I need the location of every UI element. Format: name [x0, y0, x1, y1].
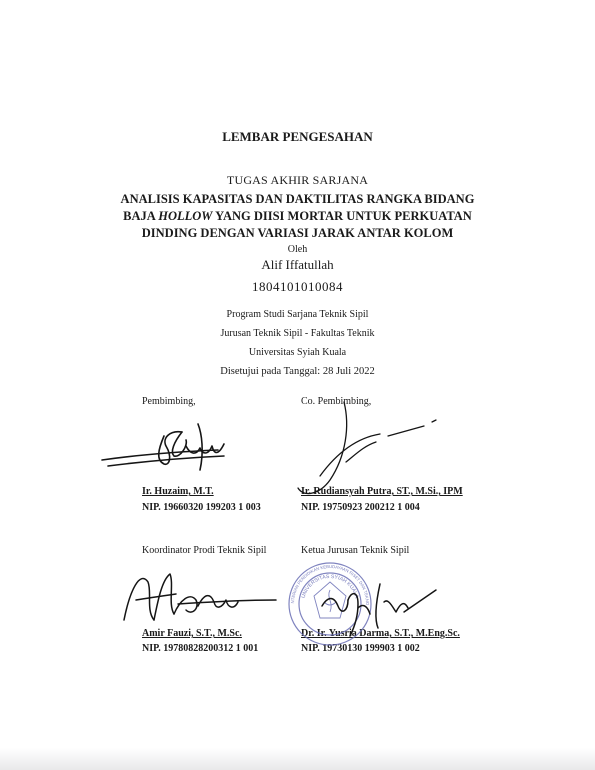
co-advisor-nip: NIP. 19750923 200212 1 004: [301, 502, 420, 513]
co-advisor-name: Ir. Rudiansyah Putra, ST., M.Si., IPM: [301, 486, 463, 497]
study-program: Program Studi Sarjana Teknik Sipil: [226, 309, 369, 320]
department-head-role: Ketua Jurusan Teknik Sipil: [301, 545, 410, 556]
advisor-nip: NIP. 19660320 199203 1 003: [142, 502, 261, 513]
thesis-title-line-2: [0, 208, 595, 225]
thesis-title-line-1: ANALISIS KAPASITAS DAN DAKTILITAS RANGKA BIDANG: [120, 192, 475, 206]
author-nim: 1804101010084: [252, 279, 343, 294]
coordinator-nip: NIP. 19780828200312 1 001: [142, 643, 259, 654]
thesis-title-line-2-italic: HOLLOW: [158, 209, 213, 223]
coordinator-name: Amir Fauzi, S.T., M.Sc.: [142, 628, 242, 639]
thesis-title-line-2-b: YANG DIISI MORTAR UNTUK PERKUATAN: [212, 209, 472, 223]
page-bottom-shadow: [0, 748, 595, 770]
institution-block: [0, 305, 595, 362]
department-head-name: Dr. Ir. Yusria Darma, S.T., M.Eng.Sc.: [301, 628, 460, 639]
author-name: Alif Iffatullah: [261, 257, 334, 272]
advisor-signature: [100, 416, 240, 488]
co-advisor-signature: [290, 396, 440, 508]
advisor-role: Pembimbing,: [142, 396, 196, 407]
coordinator-signature: [118, 560, 278, 640]
by-label: Oleh: [287, 244, 308, 255]
thesis-title-line-3: DINDING DENGAN VARIASI JARAK ANTAR KOLOM: [141, 226, 454, 240]
stamp-inner-text: UNIVERSITAS SYIAH KUALA: [300, 573, 360, 599]
co-advisor-role: Co. Pembimbing,: [301, 396, 372, 407]
university: Universitas Syiah Kuala: [248, 347, 347, 358]
coordinator-role: Koordinator Prodi Teknik Sipil: [142, 545, 267, 556]
document-type: TUGAS AKHIR SARJANA: [226, 173, 369, 187]
thesis-title: [0, 191, 595, 242]
department-head-nip: NIP. 19730130 199903 1 002: [301, 643, 420, 654]
stamp-outer-text: KEMENTERIAN PENDIDIKAN KEBUDAYAAN RISET DAN TEKNOLOGI: [280, 556, 371, 606]
approval-date: Disetujui pada Tanggal: 28 Juli 2022: [220, 366, 375, 377]
department-head-signature: [318, 572, 448, 642]
advisor-name: Ir. Huzaim, M.T.: [142, 486, 214, 497]
thesis-title-line-2-a: BAJA: [123, 209, 159, 223]
department: Jurusan Teknik Sipil - Fakultas Teknik: [220, 328, 375, 339]
page-title: LEMBAR PENGESAHAN: [222, 129, 373, 144]
